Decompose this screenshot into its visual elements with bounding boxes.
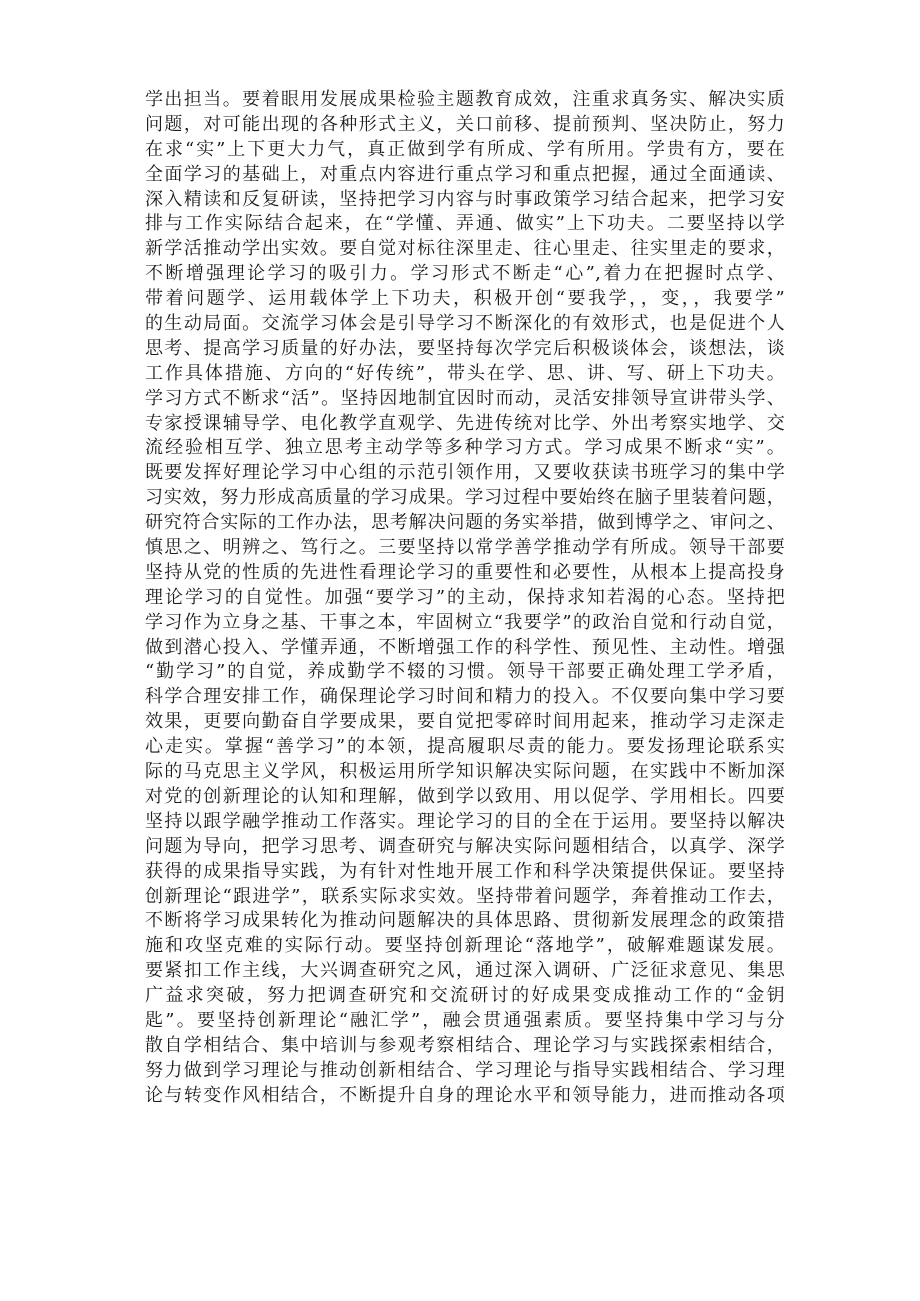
- text-line: 思考、提高学习质量的好办法，要坚持每次学完后积极谈体会，谈想法，谈: [145, 337, 785, 359]
- body-text: [145, 88, 785, 1109]
- text-line: 理论学习的自觉性。加强“要学习”的主动，保持求知若渴的心态。坚持把: [145, 586, 785, 608]
- text-line: 学出担当。要着眼用发展成果检验主题教育成效，注重求真务实、解决实质: [145, 89, 785, 110]
- text-line: 研究符合实际的工作办法，思考解决问题的务实举措，做到博学之、审问之、: [145, 512, 785, 534]
- text-line: 在求“实”上下更大力气，真正做到学有所成、学有所用。学贵有方，要在: [145, 138, 785, 160]
- text-line: 的生动局面。交流学习体会是引导学习不断深化的有效形式，也是促进个人: [145, 313, 785, 335]
- text-line: 际的马克思主义学风，积极运用所学知识解决实际问题，在实践中不断加深: [145, 761, 785, 783]
- text-line: 工作具体措施、方向的“好传统”，带头在学、思、讲、写、研上下功夫。: [145, 362, 785, 384]
- text-line: 论与转变作风相结合，不断提升自身的理论水平和领导能力，进而推动各项: [145, 1084, 785, 1106]
- text-line: 获得的成果指导实践，为有针对性地开展工作和科学决策提供保证。要坚持: [145, 860, 785, 882]
- text-line: 匙”。要坚持创新理论“融汇学”，融会贯通强素质。要坚持集中学习与分: [145, 1009, 785, 1031]
- text-line: 专家授课辅导学、电化教学直观学、先进传统对比学、外出考察实地学、交: [145, 412, 785, 434]
- text-line: 科学合理安排工作，确保理论学习时间和精力的投入。不仅要向集中学习要: [145, 686, 785, 708]
- text-line: 全面学习的基础上，对重点内容进行重点学习和重点把握，通过全面通读、: [145, 163, 785, 185]
- text-line: 做到潜心投入、学懂弄通，不断增强工作的科学性、预见性、主动性。增强: [145, 636, 785, 658]
- text-line: 不断将学习成果转化为推动问题解决的具体思路、贯彻新发展理念的政策措: [145, 910, 785, 932]
- text-line: 坚持从党的性质的先进性看理论学习的重要性和必要性，从根本上提高投身: [145, 561, 785, 583]
- text-line: 广益求突破，努力把调查研究和交流研讨的好成果变成推动工作的“金钥: [145, 985, 785, 1007]
- text-line: 坚持以跟学融学推动工作落实。理论学习的目的全在于运用。要坚持以解决: [145, 810, 785, 832]
- text-line: 流经验相互学、独立思考主动学等多种学习方式。学习成果不断求“实”。: [145, 437, 785, 459]
- text-line: 努力做到学习理论与推动创新相结合、学习理论与指导实践相结合、学习理: [145, 1059, 785, 1081]
- text-line: 学习方式不断求“活”。坚持因地制宜因时而动，灵活安排领导宣讲带头学、: [145, 387, 785, 409]
- text-line: 散自学相结合、集中培训与参观考察相结合、理论学习与实践探索相结合，: [145, 1034, 785, 1056]
- text-line: 施和攻坚克难的实际行动。要坚持创新理论“落地学”，破解难题谋发展。: [145, 935, 785, 957]
- text-line: 问题，对可能出现的各种形式主义，关口前移、提前预判、坚决防止，努力: [145, 113, 785, 135]
- text-line: “勤学习”的自觉，养成勤学不辍的习惯。领导干部要正确处理工学矛盾，: [145, 661, 785, 683]
- text-line: 深入精读和反复研读，坚持把学习内容与时事政策学习结合起来，把学习安: [145, 188, 785, 210]
- text-line: 要紧扣工作主线，大兴调查研究之风，通过深入调研、广泛征求意见、集思: [145, 960, 785, 982]
- text-line: 对党的创新理论的认知和理解，做到学以致用、用以促学、学用相长。四要: [145, 785, 785, 807]
- text-line: 既要发挥好理论学习中心组的示范引领作用，又要收获读书班学习的集中学: [145, 462, 785, 484]
- text-line: 效果，更要向勤奋自学要成果，要自觉把零碎时间用起来，推动学习走深走: [145, 711, 785, 733]
- text-line: 心走实。掌握“善学习”的本领，提高履职尽责的能力。要发扬理论联系实: [145, 736, 785, 758]
- text-line: 带着问题学、运用载体学上下功夫，积极开创“要我学，，变，，我要学”: [145, 288, 785, 310]
- text-line: 排与工作实际结合起来，在“学懂、弄通、做实”上下功夫。二要坚持以学: [145, 213, 785, 235]
- text-line: 创新理论“跟进学”，联系实际求实效。坚持带着问题学，奔着推动工作去，: [145, 885, 785, 907]
- text-line: 不断增强理论学习的吸引力。学习形式不断走“心”,着力在把握时点学、: [145, 263, 785, 285]
- text-line: 学习作为立身之基、干事之本，牢固树立“我要学”的政治自觉和行动自觉，: [145, 611, 785, 633]
- text-line: 新学活推动学出实效。要自觉对标往深里走、往心里走、往实里走的要求，: [145, 238, 785, 260]
- text-line: 问题为导向，把学习思考、调查研究与解决实际问题相结合，以真学、深学: [145, 835, 785, 857]
- text-line: 习实效，努力形成高质量的学习成果。学习过程中要始终在脑子里装着问题，: [145, 487, 785, 509]
- text-line: 慎思之、明辨之、笃行之。三要坚持以常学善学推动学有所成。领导干部要: [145, 537, 785, 559]
